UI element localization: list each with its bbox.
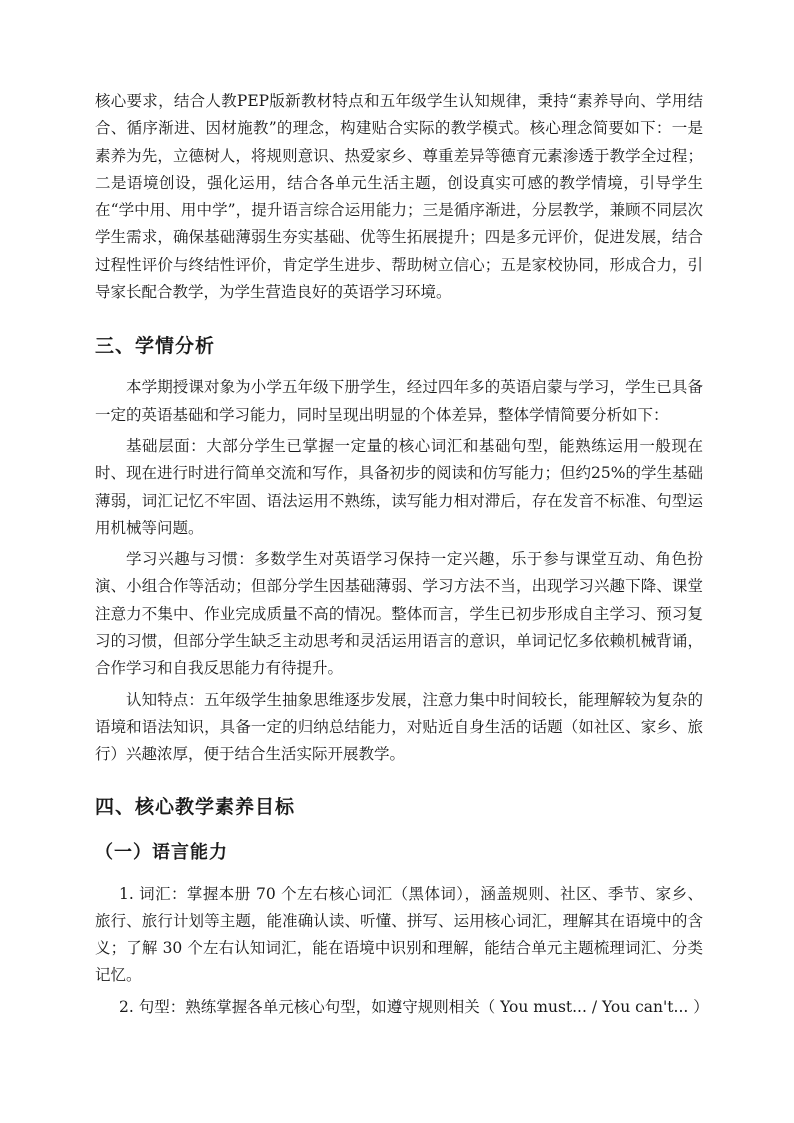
learning-analysis-basic: 基础层面：大部分学生已掌握一定量的核心词汇和基础句型，能熟练运用一般现在时、现在进行时进行简单交流和写作，具备初步的阅读和仿写能力；但约25%的学生基础薄弱，词汇记忆不牢固、语法运用不熟练，读写能力相对滞后，存在发音不标准、句型运用机械等问题。: [95, 436, 703, 537]
intro-paragraph: 核心要求，结合人教PEP版新教材特点和五年级学生认知规律，秉持“素养导向、学用结合、循序渐进、因材施教”的理念，构建贴合实际的教学模式。核心理念简要如下：一是素养为先，立德树人，将规则意识、热爱家乡、尊重差异等德育元素渗透于教学全过程；二是语境创设，强化运用，结合各单元生活主题，创设真实可感的教学情境，引导学生在“学中用、用中学”，提升语言综合运用能力；三是循序渐进，分层教学，兼顾不同层次学生需求，确保基础薄弱生夯实基础、优等生拓展提升；四是多元评价，促进发展，结合过程性评价与终结性评价，肯定学生进步、帮助树立信心；五是家校协同，形成合力，引导家长配合教学，为学生营造良好的英语学习环境。: [95, 92, 703, 302]
goal-item-sentence-patterns: 2. 句型：熟练掌握各单元核心句型，如遵守规则相关（ You must... / You can't... ）: [119, 997, 709, 1016]
section-heading-learning-analysis: 三、学情分析: [95, 335, 216, 358]
learning-analysis-cognitive: 认知特点：五年级学生抽象思维逐步发展，注意力集中时间较长，能理解较为复杂的语境和语法知识，具备一定的归纳总结能力，对贴近自身生活的话题（如社区、家乡、旅行）兴趣浓厚，便于结合生活实际开展教学。: [95, 690, 703, 764]
learning-analysis-interest: 学习兴趣与习惯：多数学生对英语学习保持一定兴趣，乐于参与课堂互动、角色扮演、小组合作等活动；但部分学生因基础薄弱、学习方法不当，出现学习兴趣下降、课堂注意力不集中、作业完成质量不高的情况。整体而言，学生已初步形成自主学习、预习复习的习惯，但部分学生缺乏主动思考和灵活运用语言的意识，单词记忆多依赖机械背诵，合作学习和自我反思能力有待提升。: [95, 550, 703, 678]
subheading-language-ability: （一）语言能力: [95, 841, 228, 863]
learning-analysis-intro: 本学期授课对象为小学五年级下册学生，经过四年多的英语启蒙与学习，学生已具备一定的英语基础和学习能力，同时呈现出明显的个体差异，整体学情简要分析如下：: [95, 378, 703, 424]
goal-item-vocabulary: 1. 词汇：掌握本册 70 个左右核心词汇（黑体词），涵盖规则、社区、季节、家乡、旅行、旅行计划等主题，能准确认读、听懂、拼写、运用核心词汇，理解其在语境中的含义；了解 30 个左右认知词汇，能在语境中识别和理解，能结合单元主题梳理词汇、分类记忆。: [95, 884, 703, 985]
document-page: [95, 88, 709, 1021]
section-heading-core-goals: 四、核心教学素养目标: [95, 795, 296, 818]
